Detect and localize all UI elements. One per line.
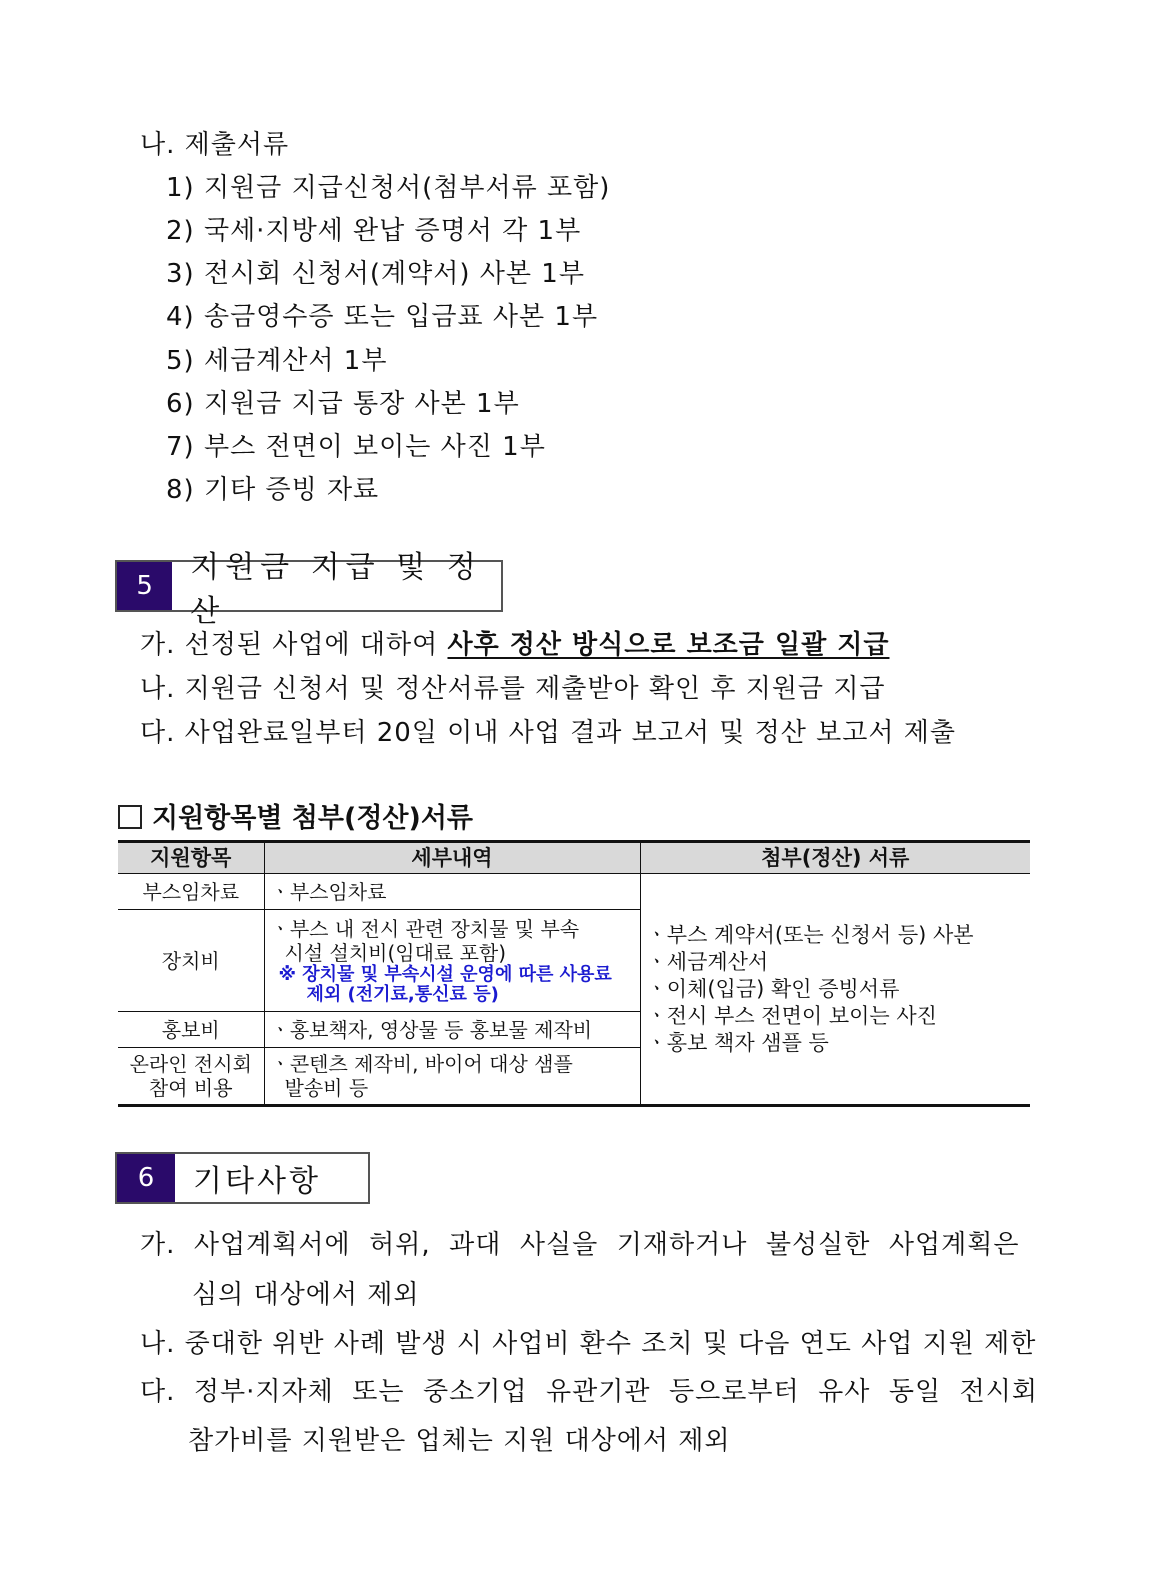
table-header-attach: 첨부(정산) 서류 <box>640 842 1030 874</box>
attach-table-heading <box>118 796 473 835</box>
row-detail <box>264 910 640 1012</box>
row-detail-line: 발송비 등 <box>284 1076 369 1100</box>
section5-number: 5 <box>117 562 172 610</box>
row-detail: ㆍ부스임차료 <box>264 874 640 910</box>
row-item <box>118 1048 264 1106</box>
row-detail-line: 시설 설치비(임대료 포함) <box>284 940 507 965</box>
row-detail: ㆍ홍보책자, 영상물 등 홍보물 제작비 <box>264 1012 640 1048</box>
section6-item2: 나. 중대한 위반 사례 발생 시 사업비 환수 조치 및 다음 연도 사업 지원 제한 <box>140 1329 1037 1359</box>
row-item: 장치비 <box>118 910 264 1012</box>
row-item-line: 온라인 전시회 <box>129 1052 252 1076</box>
section6-header <box>115 1152 370 1204</box>
submit-docs-item: 7) 부스 전면이 보이는 사진 1부 <box>166 432 546 462</box>
row-detail <box>264 1048 640 1106</box>
row-note-line: 제외 (전기료,통신료 등) <box>306 983 499 1005</box>
attachment-item: ㆍ세금계산서 <box>646 949 769 974</box>
checkbox-icon <box>118 805 142 829</box>
attachments-cell <box>640 874 1030 1106</box>
section6-item3-line2: 참가비를 지원받은 업체는 지원 대상에서 제외 <box>188 1426 731 1456</box>
section5-line2: 나. 지원금 신청서 및 정산서류를 제출받아 확인 후 지원금 지급 <box>140 674 886 704</box>
section5-line1-emphasis: 사후 정산 방식으로 보조금 일괄 지급 <box>447 630 890 660</box>
attachment-item: ㆍ홍보 책자 샘플 등 <box>646 1030 829 1055</box>
submit-docs-item: 2) 국세·지방세 완납 증명서 각 1부 <box>166 216 582 246</box>
row-detail-line: ㆍ부스 내 전시 관련 장치물 및 부속 <box>270 916 580 941</box>
attachment-item: ㆍ부스 계약서(또는 신청서 등) 사본 <box>646 922 974 947</box>
table-header-row <box>118 842 1030 874</box>
section6-item1-line2: 심의 대상에서 제외 <box>192 1280 420 1310</box>
submit-docs-item: 4) 송금영수증 또는 입금표 사본 1부 <box>166 302 599 332</box>
section6-item1-line1: 가. 사업계획서에 허위, 과대 사실을 기재하거나 불성실한 사업계획은 <box>140 1230 1020 1260</box>
row-note-line: ※ 장치물 및 부속시설 운영에 따른 사용료 <box>278 963 612 985</box>
attach-table-heading-text: 지원항목별 첨부(정산)서류 <box>152 803 473 834</box>
attachment-item: ㆍ이체(입금) 확인 증빙서류 <box>646 976 900 1001</box>
row-item-line: 참여 비용 <box>148 1076 233 1100</box>
table-row <box>118 874 1030 910</box>
row-item: 홍보비 <box>118 1012 264 1048</box>
section6-number: 6 <box>117 1154 175 1202</box>
section6-item3-line1: 다. 정부·지자체 또는 중소기업 유관기관 등으로부터 유사 동일 전시회 <box>140 1377 1039 1407</box>
section5-header <box>115 550 503 629</box>
submit-docs-item: 5) 세금계산서 1부 <box>166 346 388 376</box>
section5-line1-prefix: 가. 선정된 사업에 대하여 <box>140 630 448 660</box>
section5-line3: 다. 사업완료일부터 20일 이내 사업 결과 보고서 및 정산 보고서 제출 <box>140 718 957 748</box>
submit-docs-heading: 나. 제출서류 <box>140 130 290 160</box>
submit-docs-item: 1) 지원금 지급신청서(첨부서류 포함) <box>166 173 611 203</box>
table-header-detail: 세부내역 <box>264 842 640 874</box>
section5-line1 <box>140 624 889 661</box>
submit-docs-item: 3) 전시회 신청서(계약서) 사본 1부 <box>166 259 585 289</box>
submit-docs-item: 8) 기타 증빙 자료 <box>166 475 380 505</box>
row-item: 부스임차료 <box>118 874 264 910</box>
submit-docs-item: 6) 지원금 지급 통장 사본 1부 <box>166 389 520 419</box>
attachment-item: ㆍ전시 부스 전면이 보이는 사진 <box>646 1003 937 1028</box>
section5-title: 지원금 지급 및 정산 <box>190 550 482 629</box>
table-header-item: 지원항목 <box>118 842 264 874</box>
section6-title: 기타사항 <box>193 1164 321 1199</box>
attach-docs-table <box>118 840 1030 1107</box>
row-detail-line: ㆍ콘텐츠 제작비, 바이어 대상 샘플 <box>270 1052 573 1076</box>
